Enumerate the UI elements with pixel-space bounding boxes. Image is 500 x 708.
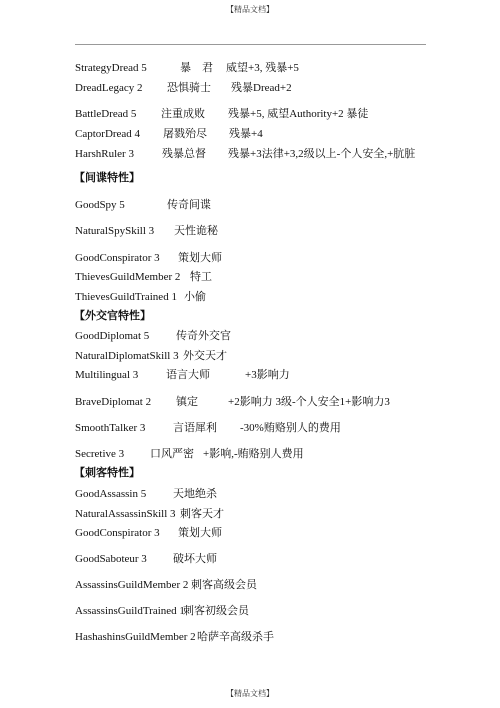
trait-code: ThievesGuildMember 2 [75,271,181,283]
trait-name: 刺客初级会员 [183,605,249,617]
trait-code: AssassinsGuildTrained 1 [75,605,185,617]
trait-code: GoodAssassin 5 [75,488,147,500]
trait-effect: 残暴+3法律+3,2级以上-个人安全,+肮脏 [228,148,416,160]
trait-name: 注重成败 [161,108,205,120]
trait-code: NaturalSpySkill 3 [75,225,155,237]
trait-code: GoodSaboteur 3 [75,553,147,565]
trait-code: HashashinsGuildMember 2 [75,631,196,643]
trait-effect: 残暴Dread+2 [231,82,292,94]
trait-code: NaturalAssassinSkill 3 [75,508,176,520]
trait-code: DreadLegacy 2 [75,82,143,94]
trait-effect: -30%贿赂别人的费用 [240,422,341,434]
trait-effect: +影响,-贿赂别人费用 [203,448,304,460]
section-title-assassin: 【刺客特性】 [74,467,140,479]
header-rule [75,44,426,45]
trait-code: Multilingual 3 [75,369,139,381]
trait-code: GoodConspirator 3 [75,527,160,539]
trait-name: 传奇间谍 [167,199,211,211]
trait-name: 特工 [190,271,212,283]
trait-code: SmoothTalker 3 [75,422,146,434]
trait-code: HarshRuler 3 [75,148,134,160]
trait-name: 小偷 [184,291,206,303]
trait-name: 外交天才 [183,350,227,362]
trait-name: 破坏大师 [173,553,217,565]
trait-name: 刺客天才 [180,508,224,520]
trait-name: 言语犀利 [173,422,217,434]
trait-name: 口风严密 [150,448,194,460]
trait-name: 传奇外交官 [176,330,231,342]
trait-effect: +2影响力 3级-个人安全1+影响力3 [228,396,390,408]
trait-code: NaturalDiplomatSkill 3 [75,350,179,362]
trait-name: 天性诡秘 [174,225,218,237]
trait-code: ThievesGuildTrained 1 [75,291,177,303]
trait-name: 镇定 [176,396,198,408]
trait-name: 哈萨辛高级杀手 [197,631,274,643]
trait-code: CaptorDread 4 [75,128,141,140]
section-title-spy: 【间谍特性】 [74,172,140,184]
page-header: 【精品文档】 [226,5,274,14]
page-footer: 【精品文档】 [226,689,274,698]
trait-code: BraveDiplomat 2 [75,396,152,408]
trait-code: StrategyDread 5 [75,62,147,74]
trait-code: GoodDiplomat 5 [75,330,150,342]
trait-name: 刺客高级会员 [191,579,257,591]
trait-name: 残暴总督 [162,148,206,160]
trait-name: 屠戮殆尽 [163,128,207,140]
trait-effect: 残暴+4 [229,128,263,140]
trait-name: 语言大师 [166,369,210,381]
trait-name: 策划大师 [178,527,222,539]
trait-code: GoodSpy 5 [75,199,125,211]
section-title-diplomat: 【外交官特性】 [74,310,151,322]
trait-effect: 威望+3, 残暴+5 [226,62,299,74]
trait-name: 策划大师 [178,252,222,264]
trait-code: Secretive 3 [75,448,125,460]
trait-name: 恐惧骑士 [167,82,211,94]
trait-code: BattleDread 5 [75,108,137,120]
trait-name: 天地绝杀 [173,488,217,500]
trait-effect: 残暴+5, 威望Authority+2 暴徒 [228,108,369,120]
trait-name: 暴 君 [180,62,213,74]
trait-code: AssassinsGuildMember 2 [75,579,189,591]
trait-effect: +3影响力 [245,369,290,381]
trait-code: GoodConspirator 3 [75,252,160,264]
